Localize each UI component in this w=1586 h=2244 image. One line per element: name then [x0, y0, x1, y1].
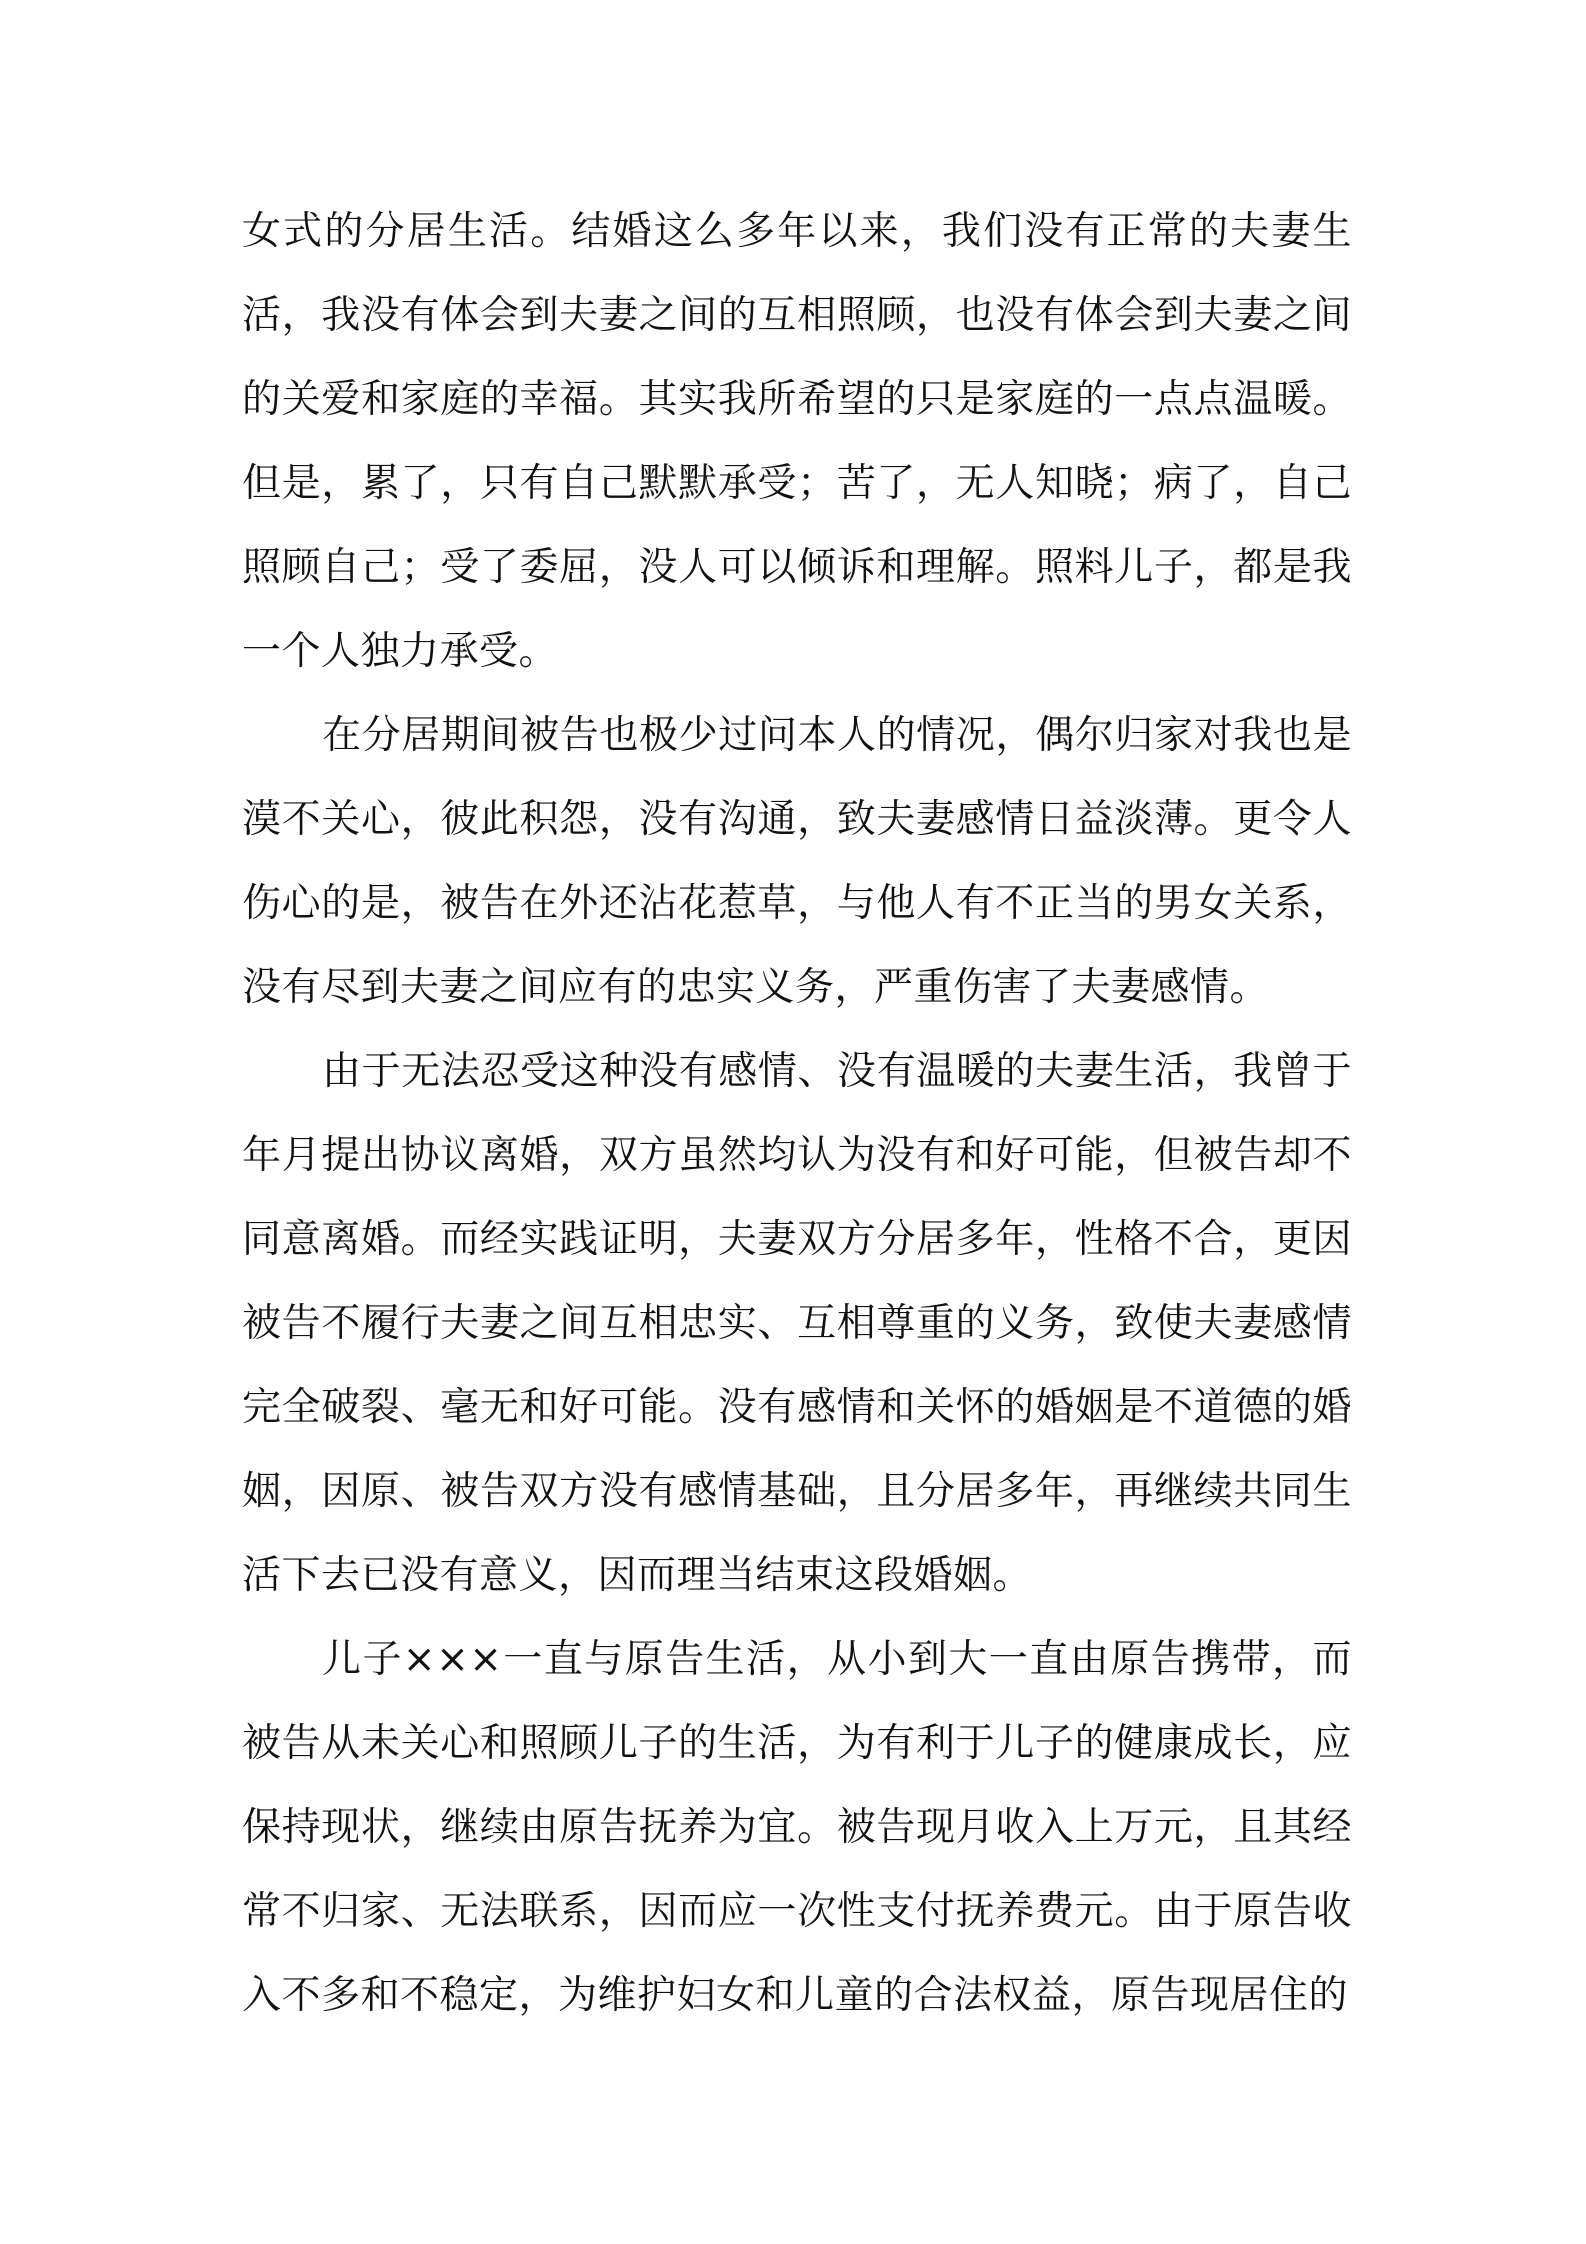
paragraph-2: 在分居期间被告也极少过问本人的情况，偶尔归家对我也是漠不关心，彼此积怨，没有沟通，致夫妻感情日益淡薄。更令人伤心的是，被告在外还沾花惹草，与他人有不正当的男女关系，没有尽到夫妻之间应有的忠实义务，严重伤害了夫妻感情。	[242, 713, 1352, 1010]
paragraph-4: 儿子×××一直与原告生活，从小到大一直由原告携带，而被告从未关心和照顾儿子的生活，为有利于儿子的健康成长，应保持现状，继续由原告抚养为宜。被告现月收入上万元，且其经常不归家、无法联系，因而应一次性支付抚养费元。由于原告收入不多和不稳定，为维护妇女和儿童的合法权益，原告现居住的	[242, 1637, 1352, 2018]
paragraph-3: 由于无法忍受这种没有感情、没有温暖的夫妻生活，我曾于年月提出协议离婚，双方虽然均认为没有和好可能，但被告却不同意离婚。而经实践证明，夫妻双方分居多年，性格不合，更因被告不履行夫妻之间互相忠实、互相尊重的义务，致使夫妻感情完全破裂、毫无和好可能。没有感情和关怀的婚姻是不道德的婚姻，因原、被告双方没有感情基础，且分居多年，再继续共同生活下去已没有意义，因而理当结束这段婚姻。	[242, 1049, 1352, 1598]
document-body	[242, 190, 1352, 2038]
paragraph-1: 女式的分居生活。结婚这么多年以来，我们没有正常的夫妻生活，我没有体会到夫妻之间的互相照顾，也没有体会到夫妻之间的关爱和家庭的幸福。其实我所希望的只是家庭的一点点温暖。但是，累了，只有自己默默承受；苦了，无人知晓；病了，自己照顾自己；受了委屈，没人可以倾诉和理解。照料儿子，都是我一个人独力承受。	[242, 209, 1352, 674]
